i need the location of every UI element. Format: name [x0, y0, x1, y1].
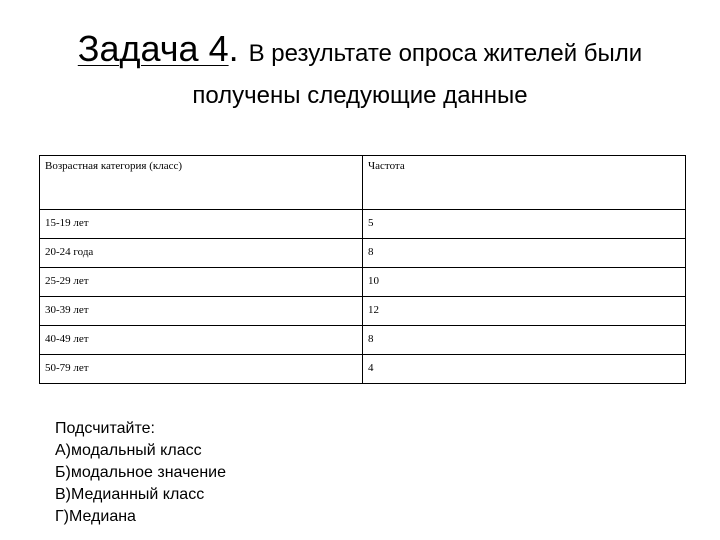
table-row — [40, 268, 686, 297]
cell-age-category: 25-29 лет — [40, 268, 363, 297]
cell-frequency: 10 — [363, 268, 686, 297]
cell-frequency: 4 — [363, 355, 686, 384]
task-number-label: Задача 4 — [77, 28, 229, 69]
question-item: Б)модальное значение — [55, 464, 226, 481]
header-age-category: Возрастная категория (класс) — [40, 156, 363, 210]
cell-age-category: 20-24 года — [40, 239, 363, 268]
question-item: В)Медианный класс — [55, 486, 205, 503]
cell-frequency: 8 — [363, 239, 686, 268]
task-questions — [55, 418, 226, 528]
questions-intro: Подсчитайте: — [55, 420, 155, 437]
frequency-table — [39, 155, 686, 384]
table-row — [40, 326, 686, 355]
question-item: А)модальный класс — [55, 442, 202, 459]
question-item: Г)Медиана — [55, 508, 136, 525]
cell-age-category: 40-49 лет — [40, 326, 363, 355]
cell-age-category: 30-39 лет — [40, 297, 363, 326]
cell-frequency: 5 — [363, 210, 686, 239]
table-row — [40, 210, 686, 239]
table-row — [40, 297, 686, 326]
table-header-row — [40, 156, 686, 210]
task-title — [0, 28, 720, 70]
cell-age-category: 50-79 лет — [40, 355, 363, 384]
cell-age-category: 15-19 лет — [40, 210, 363, 239]
task-number-dot: . — [228, 28, 239, 69]
cell-frequency: 12 — [363, 297, 686, 326]
task-statement-line1: В результате опроса жителей были — [248, 40, 643, 67]
cell-frequency: 8 — [363, 326, 686, 355]
task-statement-line2: получены следующие данные — [192, 82, 528, 109]
table-row — [40, 355, 686, 384]
header-frequency: Частота — [363, 156, 686, 210]
table-row — [40, 239, 686, 268]
